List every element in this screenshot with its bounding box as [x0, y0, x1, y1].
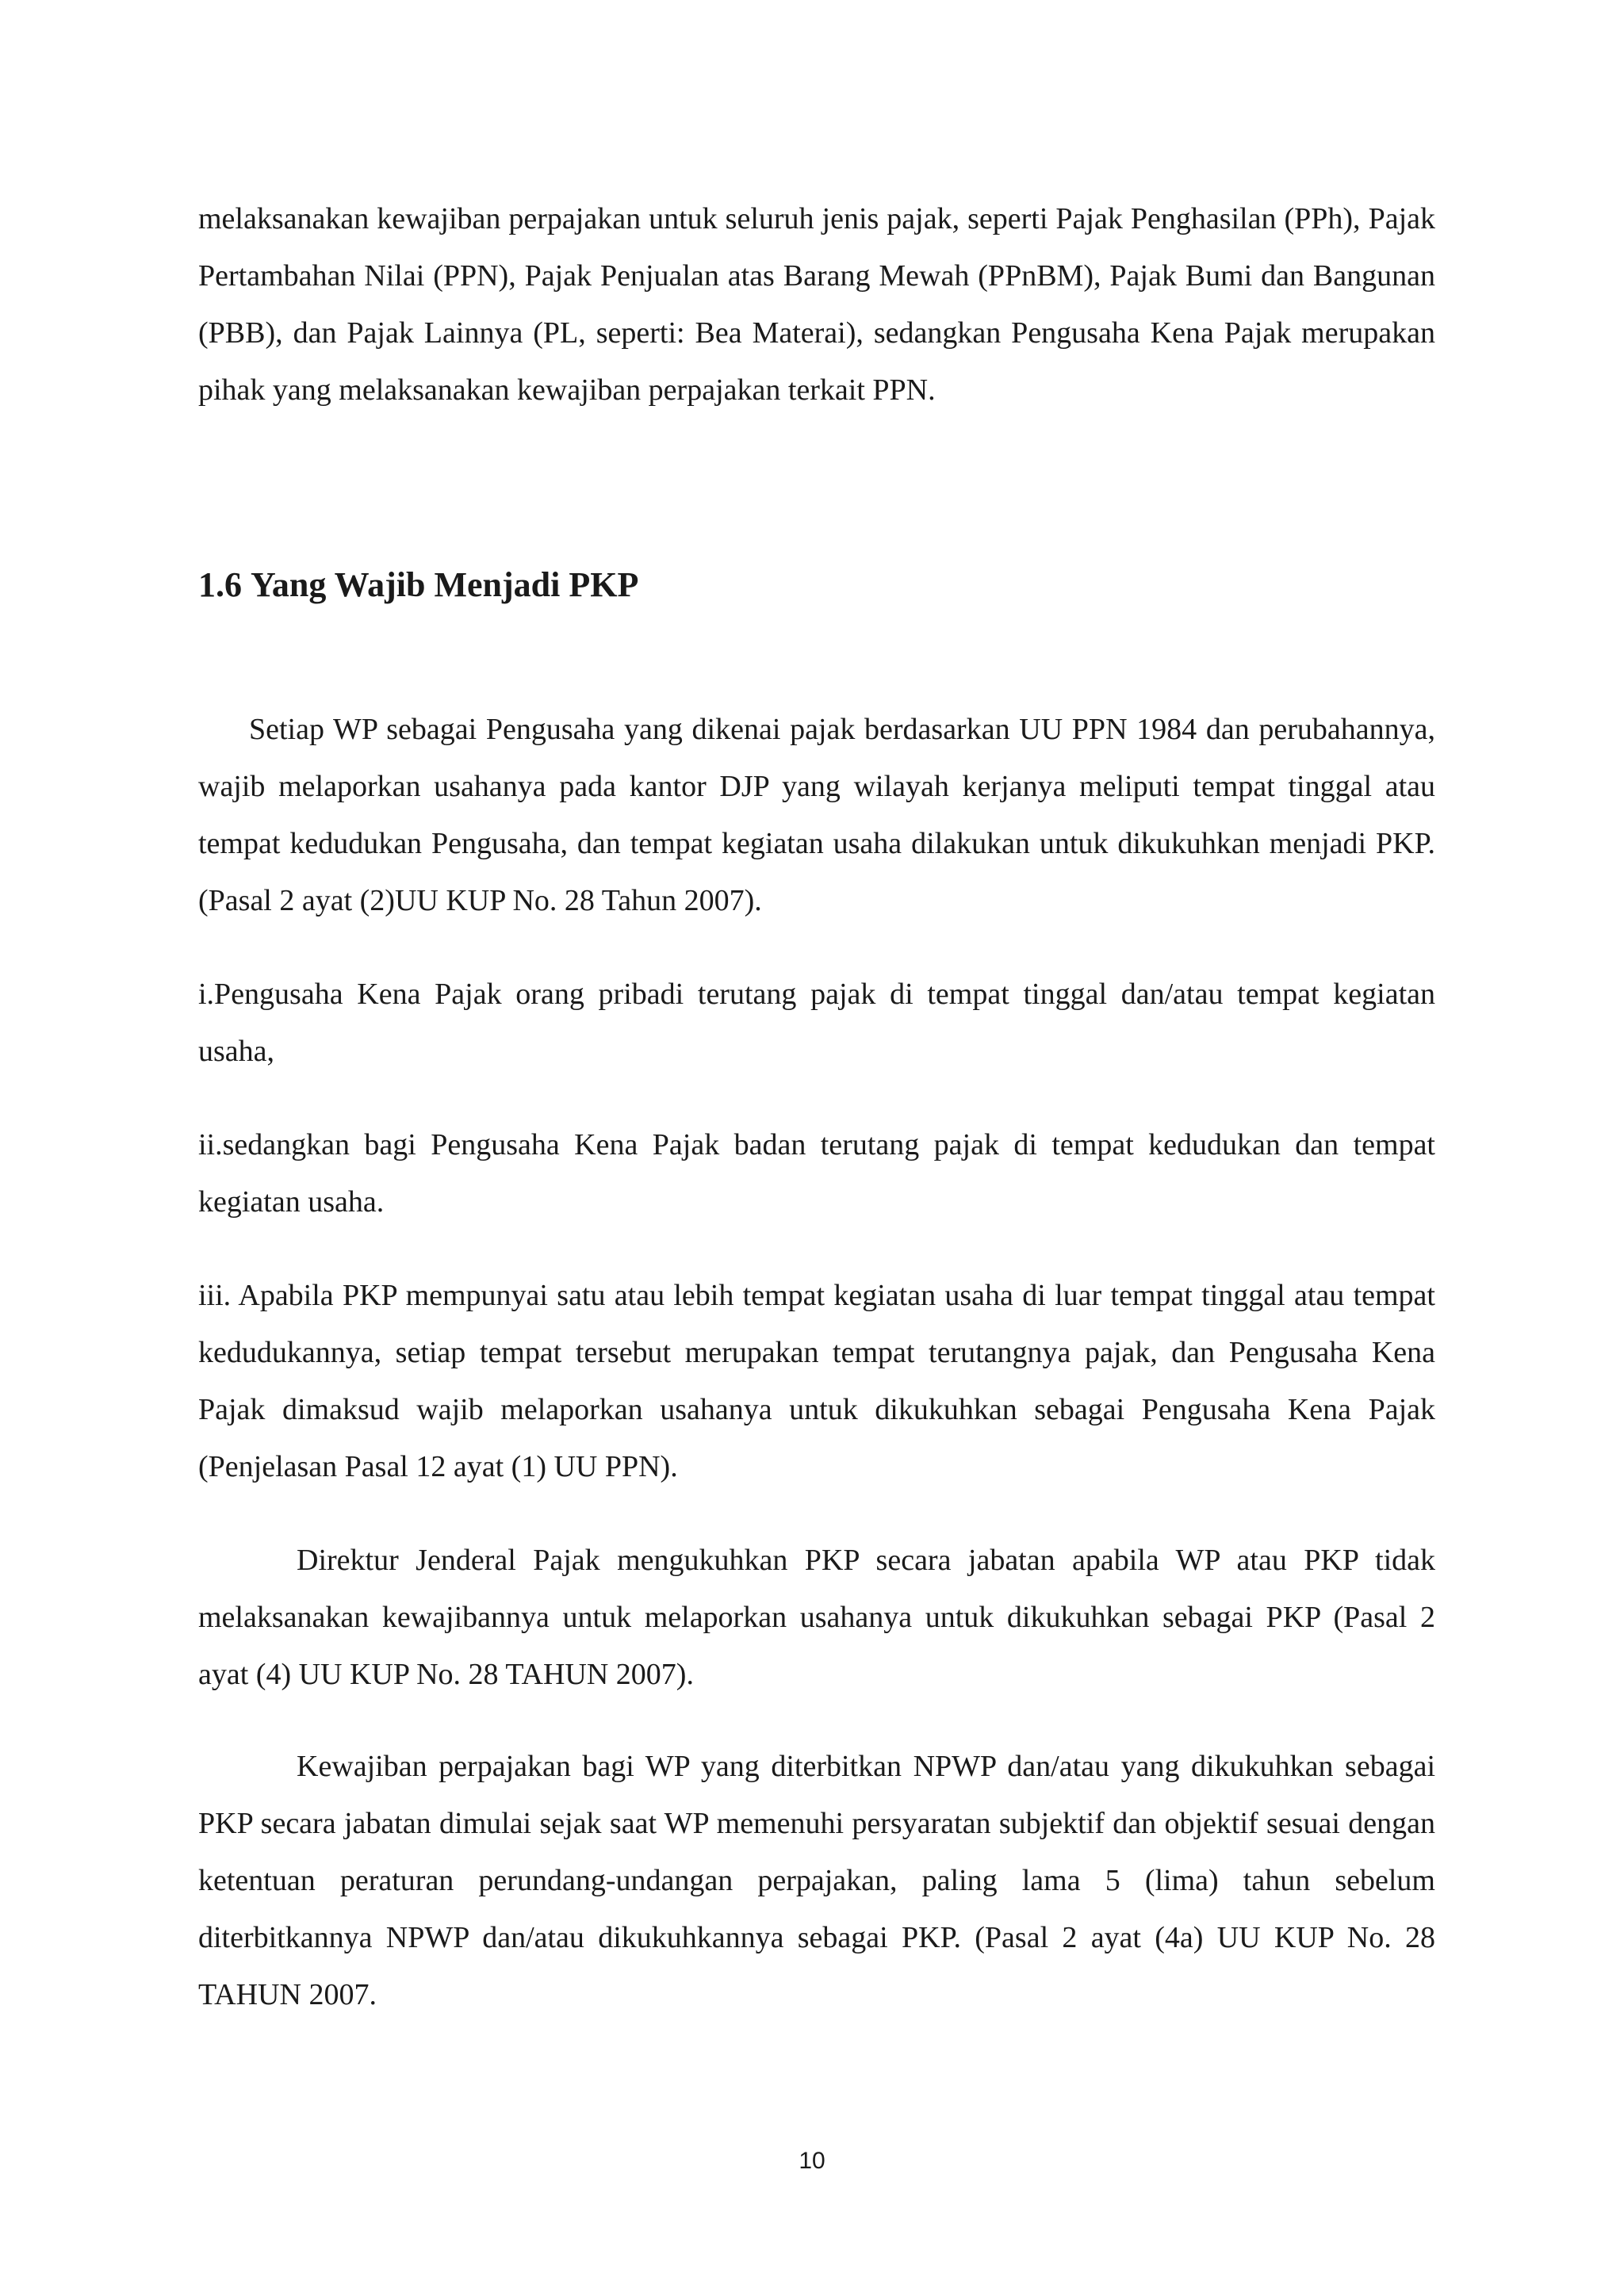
paragraph-continuation: melaksanakan kewajiban perpajakan untuk seluruh jenis pajak, seperti Pajak Penghasilan (PPh), Pajak Pertambahan Nilai (PPN), Pajak Penjualan atas Barang Mewah (PPnBM), Pajak Bumi dan Bangunan (PBB), dan Pajak Lainnya (PL, seperti: Bea Materai), sedangkan Pengusaha Kena Pajak merupakan pihak yang melaksanakan kewajiban perpajakan terkait PPN. [198, 202, 1435, 407]
paragraph-tax-obligation: Kewajiban perpajakan bagi WP yang diterbitkan NPWP dan/atau yang dikukuhkan sebagai PKP secara jabatan dimulai sejak saat WP memenuhi persyaratan subjektif dan objektif sesuai dengan ketentuan peraturan perundang-undangan perpajakan, paling lama 5 (lima) tahun sebelum diterbitkannya NPWP dan/atau dikukuhkannya sebagai PKP. (Pasal 2 ayat (4a) UU KUP No. 28 TAHUN 2007. [198, 1750, 1435, 2011]
page-number: 10 [799, 2148, 825, 2174]
section-heading [198, 561, 638, 609]
list-item-i: i.Pengusaha Kena Pajak orang pribadi terutang pajak di tempat tinggal dan/atau tempat kegiatan usaha, [198, 978, 1435, 1068]
paragraph-official-registration: Direktur Jenderal Pajak mengukuhkan PKP secara jabatan apabila WP atau PKP tidak melaksanakan kewajibannya untuk melaporkan usahanya untuk dikukuhkan sebagai PKP (Pasal 2 ayat (4) UU KUP No. 28 TAHUN 2007). [198, 1544, 1435, 1691]
section-number: 1.6 [198, 565, 242, 604]
section-title: Yang Wajib Menjadi PKP [251, 565, 639, 604]
list-item-iii: iii. Apabila PKP mempunyai satu atau lebih tempat kegiatan usaha di luar tempat tinggal atau tempat kedudukannya, setiap tempat tersebut merupakan tempat terutangnya pajak, dan Pengusaha Kena Pajak dimaksud wajib melaporkan usahanya untuk dikukuhkan sebagai Pengusaha Kena Pajak (Penjelasan Pasal 12 ayat (1) UU PPN). [198, 1279, 1435, 1483]
list-item-ii: ii.sedangkan bagi Pengusaha Kena Pajak badan terutang pajak di tempat kedudukan dan tempat kegiatan usaha. [198, 1128, 1435, 1219]
paragraph-pkp-registration: Setiap WP sebagai Pengusaha yang dikenai pajak berdasarkan UU PPN 1984 dan perubahannya, wajib melaporkan usahanya pada kantor DJP yang wilayah kerjanya meliputi tempat tinggal atau tempat kedudukan Pengusaha, dan tempat kegiatan usaha dilakukan untuk dikukuhkan menjadi PKP. (Pasal 2 ayat (2)UU KUP No. 28 Tahun 2007). [198, 713, 1435, 917]
